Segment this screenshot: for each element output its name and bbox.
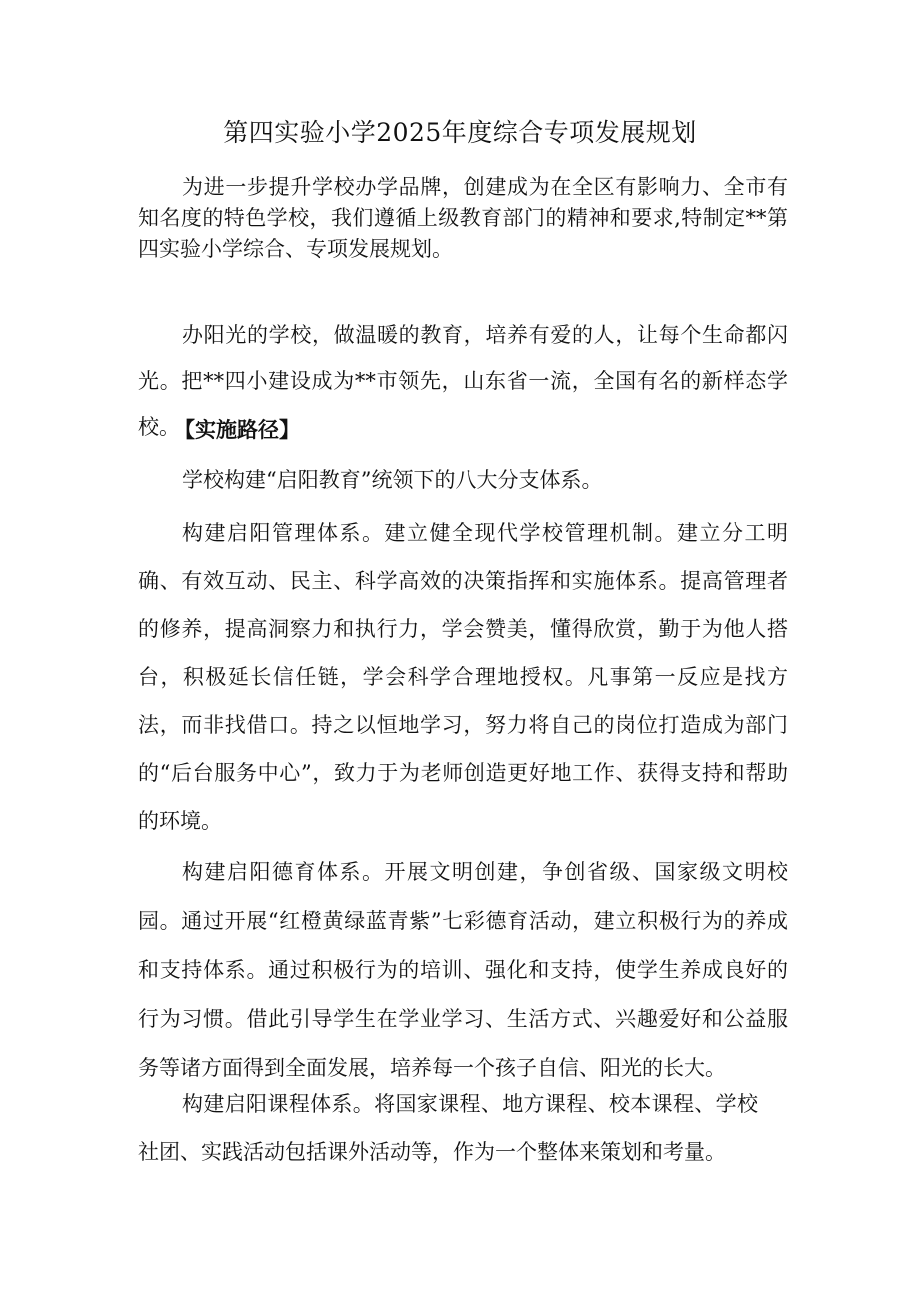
paragraph-system-overview: 学校构建“启阳教育”统领下的八大分支体系。 — [182, 468, 603, 492]
paragraph-intro: 为进一步提升学校办学品牌，创建成为在全区有影响力、全市有知名度的特色学校，我们遵循上级教育部门的精神和要求,特制定**第四实验小学综合、专项发展规划。 — [138, 175, 788, 261]
section-heading-implementation-path: 【实施路径】 — [174, 417, 300, 442]
paragraph-vision: 办阳光的学校，做温暖的教育，培养有爱的人，让每个生命都闪光。把**四小建设成为**市领先，山东省一流，全国有名的新样态学校。 — [138, 323, 788, 439]
paragraph-moral-education-system: 构建启阳德育体系。开展文明创建，争创省级、国家级文明校园。通过开展“红橙黄绿蓝青紫”七彩德育活动，建立积极行为的养成和支持体系。通过积极行为的培训、强化和支持，使学生养成良好的行为习惯。借此引导学生在学业学习、生活方式、兴趣爱好和公益服务等诸方面得到全面发展，培养每一个孩子自信、阳光的长大。 — [138, 860, 788, 1080]
paragraph-management-system: 构建启阳管理体系。建立健全现代学校管理机制。建立分工明确、有效互动、民主、科学高效的决策指挥和实施体系。提高管理者的修养，提高洞察力和执行力，学会赞美，懂得欣赏，勤于为他人搭台，积极延长信任链，学会科学合理地授权。凡事第一反应是找方法，而非找借口。持之以恒地学习，努力将自己的岗位打造成为部门的“后台服务中心”，致力于为老师创造更好地工作、获得支持和帮助的环境。 — [138, 521, 788, 833]
paragraph-curriculum-system: 构建启阳课程体系。将国家课程、地方课程、校本课程、学校社团、实践活动包括课外活动等，作为一个整体来策划和考量。 — [138, 1092, 758, 1164]
document-title: 第四实验小学2025年度综合专项发展规划 — [223, 118, 697, 147]
